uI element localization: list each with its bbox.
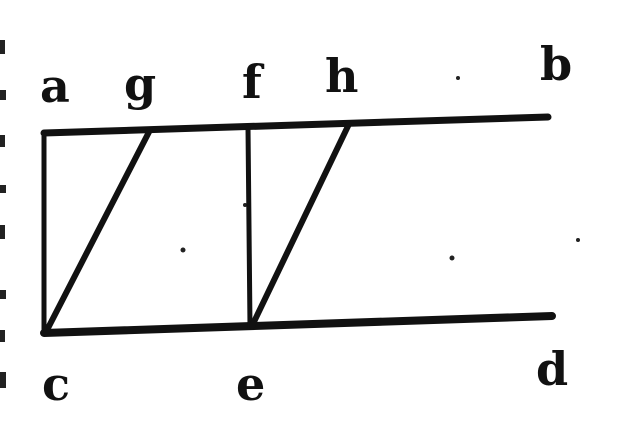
- label-c: c: [42, 357, 71, 411]
- speck: [576, 238, 580, 242]
- edge-speck: [0, 40, 5, 54]
- edge-speck: [0, 225, 5, 239]
- label-e: e: [236, 357, 266, 411]
- edge-fe: [248, 127, 250, 327]
- label-h: h: [325, 49, 359, 103]
- edge-ab: [44, 117, 548, 133]
- edge-he: [252, 124, 349, 326]
- label-f: f: [242, 55, 262, 109]
- speck: [181, 248, 186, 253]
- edge-gc: [46, 130, 150, 332]
- edge-speck: [0, 372, 6, 388]
- label-g: g: [124, 57, 157, 111]
- scan-noise: [0, 40, 580, 388]
- edge-speck: [0, 290, 6, 299]
- speck: [450, 256, 455, 261]
- label-a: a: [40, 59, 70, 113]
- speck: [456, 76, 460, 80]
- edge-speck: [0, 185, 6, 193]
- edge-speck: [0, 135, 5, 147]
- edge-cd: [44, 316, 552, 333]
- label-d: d: [536, 342, 569, 396]
- label-b: b: [540, 37, 573, 91]
- edge-speck: [0, 90, 6, 100]
- edge-speck: [0, 330, 5, 342]
